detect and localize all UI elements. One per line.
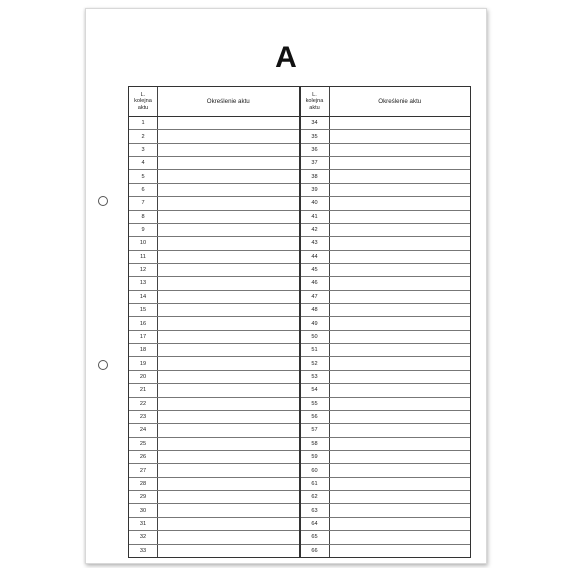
header-number-line: L. xyxy=(312,91,317,98)
row-description-cell[interactable] xyxy=(158,464,299,476)
row-description-cell[interactable] xyxy=(330,251,471,263)
row-description-cell[interactable] xyxy=(158,451,299,463)
row-number: 63 xyxy=(301,504,330,516)
header-number-column xyxy=(129,87,158,116)
row-number: 22 xyxy=(129,398,158,410)
table-row xyxy=(129,170,299,183)
row-number: 42 xyxy=(301,224,330,236)
row-number: 7 xyxy=(129,197,158,209)
row-description-cell[interactable] xyxy=(330,438,471,450)
table-row xyxy=(129,398,299,411)
table-row xyxy=(301,424,471,437)
row-description-cell[interactable] xyxy=(158,211,299,223)
table-row xyxy=(129,277,299,290)
table-row xyxy=(129,518,299,531)
row-description-cell[interactable] xyxy=(330,451,471,463)
row-description-cell[interactable] xyxy=(158,277,299,289)
row-number: 64 xyxy=(301,518,330,530)
row-description-cell[interactable] xyxy=(158,478,299,490)
table-row xyxy=(129,344,299,357)
table-row xyxy=(301,478,471,491)
row-number: 49 xyxy=(301,317,330,329)
row-number: 27 xyxy=(129,464,158,476)
row-number: 16 xyxy=(129,317,158,329)
row-number: 35 xyxy=(301,130,330,142)
row-number: 20 xyxy=(129,371,158,383)
row-description-cell[interactable] xyxy=(330,264,471,276)
punch-hole-bottom-icon xyxy=(98,360,108,370)
row-number: 33 xyxy=(129,545,158,557)
row-description-cell[interactable] xyxy=(158,384,299,396)
row-description-cell[interactable] xyxy=(158,144,299,156)
header-number-line: aktu xyxy=(137,104,149,111)
row-number: 58 xyxy=(301,438,330,450)
table-row xyxy=(129,371,299,384)
row-description-cell[interactable] xyxy=(158,317,299,329)
table-row xyxy=(129,157,299,170)
row-number: 3 xyxy=(129,144,158,156)
row-number: 4 xyxy=(129,157,158,169)
row-number: 15 xyxy=(129,304,158,316)
row-number: 66 xyxy=(301,545,330,557)
row-description-cell[interactable] xyxy=(158,357,299,369)
row-description-cell[interactable] xyxy=(158,184,299,196)
row-number: 19 xyxy=(129,357,158,369)
row-number: 30 xyxy=(129,504,158,516)
row-description-cell[interactable] xyxy=(330,398,471,410)
row-number: 11 xyxy=(129,251,158,263)
table-row xyxy=(129,491,299,504)
table-row xyxy=(301,304,471,317)
table-row xyxy=(129,531,299,544)
table-row xyxy=(301,545,471,557)
row-description-cell[interactable] xyxy=(330,478,471,490)
row-description-cell[interactable] xyxy=(330,117,471,129)
table-row xyxy=(129,504,299,517)
table-row xyxy=(301,211,471,224)
table-row xyxy=(129,197,299,210)
row-description-cell[interactable] xyxy=(158,291,299,303)
table-row xyxy=(129,237,299,250)
table-row xyxy=(301,411,471,424)
table-row xyxy=(301,464,471,477)
row-description-cell[interactable] xyxy=(330,224,471,236)
table-row xyxy=(129,184,299,197)
header-number-line: kolejna xyxy=(134,98,152,105)
row-number: 40 xyxy=(301,197,330,209)
table-row xyxy=(129,224,299,237)
row-description-cell[interactable] xyxy=(158,371,299,383)
row-number: 32 xyxy=(129,531,158,543)
row-number: 65 xyxy=(301,531,330,543)
row-number: 38 xyxy=(301,170,330,182)
row-description-cell[interactable] xyxy=(158,424,299,436)
row-number: 9 xyxy=(129,224,158,236)
table-row xyxy=(129,331,299,344)
row-number: 24 xyxy=(129,424,158,436)
row-description-cell[interactable] xyxy=(330,424,471,436)
row-description-cell[interactable] xyxy=(330,144,471,156)
row-number: 47 xyxy=(301,291,330,303)
row-number: 28 xyxy=(129,478,158,490)
row-number: 34 xyxy=(301,117,330,129)
row-description-cell[interactable] xyxy=(330,545,471,557)
row-number: 23 xyxy=(129,411,158,423)
table-row xyxy=(301,224,471,237)
row-number: 37 xyxy=(301,157,330,169)
table-row xyxy=(301,117,471,130)
table-right-half xyxy=(301,87,471,557)
row-description-cell[interactable] xyxy=(330,491,471,503)
header-description-column: Określenie aktu xyxy=(378,98,422,105)
row-description-cell[interactable] xyxy=(158,251,299,263)
row-number: 60 xyxy=(301,464,330,476)
row-number: 41 xyxy=(301,211,330,223)
row-number: 43 xyxy=(301,237,330,249)
table-row xyxy=(301,451,471,464)
row-description-cell[interactable] xyxy=(330,357,471,369)
row-description-cell[interactable] xyxy=(158,344,299,356)
table-row xyxy=(301,277,471,290)
row-number: 57 xyxy=(301,424,330,436)
row-number: 2 xyxy=(129,130,158,142)
header-description-column: Określenie aktu xyxy=(206,98,250,105)
row-number: 1 xyxy=(129,117,158,129)
row-number: 18 xyxy=(129,344,158,356)
table-row xyxy=(301,504,471,517)
row-number: 48 xyxy=(301,304,330,316)
row-description-cell[interactable] xyxy=(158,117,299,129)
register-table xyxy=(128,86,471,558)
table-row xyxy=(301,130,471,143)
row-number: 55 xyxy=(301,398,330,410)
row-description-cell[interactable] xyxy=(330,197,471,209)
right-rows xyxy=(301,117,471,557)
row-description-cell[interactable] xyxy=(158,197,299,209)
row-description-cell[interactable] xyxy=(158,398,299,410)
table-row xyxy=(301,371,471,384)
table-row xyxy=(301,264,471,277)
table-row xyxy=(301,170,471,183)
row-number: 12 xyxy=(129,264,158,276)
row-number: 61 xyxy=(301,478,330,490)
table-row xyxy=(301,438,471,451)
row-number: 54 xyxy=(301,384,330,396)
table-row xyxy=(129,304,299,317)
row-number: 17 xyxy=(129,331,158,343)
table-row xyxy=(129,117,299,130)
table-row xyxy=(129,464,299,477)
row-number: 6 xyxy=(129,184,158,196)
row-description-cell[interactable] xyxy=(158,237,299,249)
row-number: 26 xyxy=(129,451,158,463)
row-number: 21 xyxy=(129,384,158,396)
row-description-cell[interactable] xyxy=(330,464,471,476)
row-number: 62 xyxy=(301,491,330,503)
table-row xyxy=(301,491,471,504)
row-number: 56 xyxy=(301,411,330,423)
row-number: 29 xyxy=(129,491,158,503)
table-header-right xyxy=(301,87,471,117)
row-description-cell[interactable] xyxy=(330,157,471,169)
row-description-cell[interactable] xyxy=(330,504,471,516)
row-number: 50 xyxy=(301,331,330,343)
row-description-cell[interactable] xyxy=(158,438,299,450)
table-row xyxy=(301,331,471,344)
row-description-cell[interactable] xyxy=(330,211,471,223)
table-row xyxy=(129,545,299,557)
row-description-cell[interactable] xyxy=(158,130,299,142)
sheet-letter: A xyxy=(275,41,297,74)
table-row xyxy=(129,264,299,277)
table-row xyxy=(129,451,299,464)
table-row xyxy=(301,237,471,250)
row-description-cell[interactable] xyxy=(330,344,471,356)
row-number: 10 xyxy=(129,237,158,249)
row-number: 53 xyxy=(301,371,330,383)
table-row xyxy=(301,184,471,197)
row-number: 36 xyxy=(301,144,330,156)
row-description-cell[interactable] xyxy=(158,504,299,516)
table-row xyxy=(129,478,299,491)
row-description-cell[interactable] xyxy=(158,157,299,169)
row-description-cell[interactable] xyxy=(330,184,471,196)
row-description-cell[interactable] xyxy=(330,371,471,383)
row-description-cell[interactable] xyxy=(330,237,471,249)
row-description-cell[interactable] xyxy=(158,491,299,503)
table-row xyxy=(301,344,471,357)
table-row xyxy=(301,384,471,397)
table-row xyxy=(301,197,471,210)
row-description-cell[interactable] xyxy=(158,170,299,182)
table-row xyxy=(129,384,299,397)
row-description-cell[interactable] xyxy=(330,317,471,329)
row-number: 39 xyxy=(301,184,330,196)
row-number: 13 xyxy=(129,277,158,289)
header-number-line: kolejna xyxy=(305,98,324,105)
row-description-cell[interactable] xyxy=(330,304,471,316)
table-header-left xyxy=(129,87,299,117)
row-description-cell[interactable] xyxy=(330,518,471,530)
row-description-cell[interactable] xyxy=(330,130,471,142)
table-row xyxy=(301,291,471,304)
table-row xyxy=(301,157,471,170)
row-description-cell[interactable] xyxy=(330,277,471,289)
register-sheet xyxy=(85,8,487,564)
table-left-half xyxy=(129,87,301,557)
table-row xyxy=(301,531,471,544)
row-description-cell[interactable] xyxy=(330,291,471,303)
table-row xyxy=(301,317,471,330)
table-row xyxy=(129,291,299,304)
table-row xyxy=(301,398,471,411)
row-description-cell[interactable] xyxy=(158,264,299,276)
table-row xyxy=(301,144,471,157)
header-number-line: L. xyxy=(140,91,146,98)
row-description-cell[interactable] xyxy=(158,224,299,236)
punch-hole-top-icon xyxy=(98,196,108,206)
table-row xyxy=(129,144,299,157)
table-row xyxy=(129,317,299,330)
row-number: 46 xyxy=(301,277,330,289)
table-row xyxy=(129,251,299,264)
table-row xyxy=(129,411,299,424)
row-description-cell[interactable] xyxy=(158,545,299,557)
row-number: 14 xyxy=(129,291,158,303)
table-row xyxy=(129,211,299,224)
row-description-cell[interactable] xyxy=(330,411,471,423)
row-description-cell[interactable] xyxy=(330,384,471,396)
header-number-column xyxy=(301,87,330,116)
table-row xyxy=(301,251,471,264)
row-number: 52 xyxy=(301,357,330,369)
row-number: 51 xyxy=(301,344,330,356)
table-row xyxy=(301,357,471,370)
row-description-cell[interactable] xyxy=(330,170,471,182)
row-number: 44 xyxy=(301,251,330,263)
table-row xyxy=(129,438,299,451)
row-number: 59 xyxy=(301,451,330,463)
row-number: 45 xyxy=(301,264,330,276)
row-description-cell[interactable] xyxy=(158,531,299,543)
row-description-cell[interactable] xyxy=(330,531,471,543)
table-row xyxy=(129,357,299,370)
row-description-cell[interactable] xyxy=(158,518,299,530)
row-description-cell[interactable] xyxy=(330,331,471,343)
row-description-cell[interactable] xyxy=(158,331,299,343)
header-number-line: aktu xyxy=(309,104,320,111)
left-rows xyxy=(129,117,299,557)
row-number: 5 xyxy=(129,170,158,182)
row-number: 25 xyxy=(129,438,158,450)
row-number: 31 xyxy=(129,518,158,530)
row-number: 8 xyxy=(129,211,158,223)
row-description-cell[interactable] xyxy=(158,304,299,316)
table-row xyxy=(129,424,299,437)
table-row xyxy=(301,518,471,531)
row-description-cell[interactable] xyxy=(158,411,299,423)
table-row xyxy=(129,130,299,143)
